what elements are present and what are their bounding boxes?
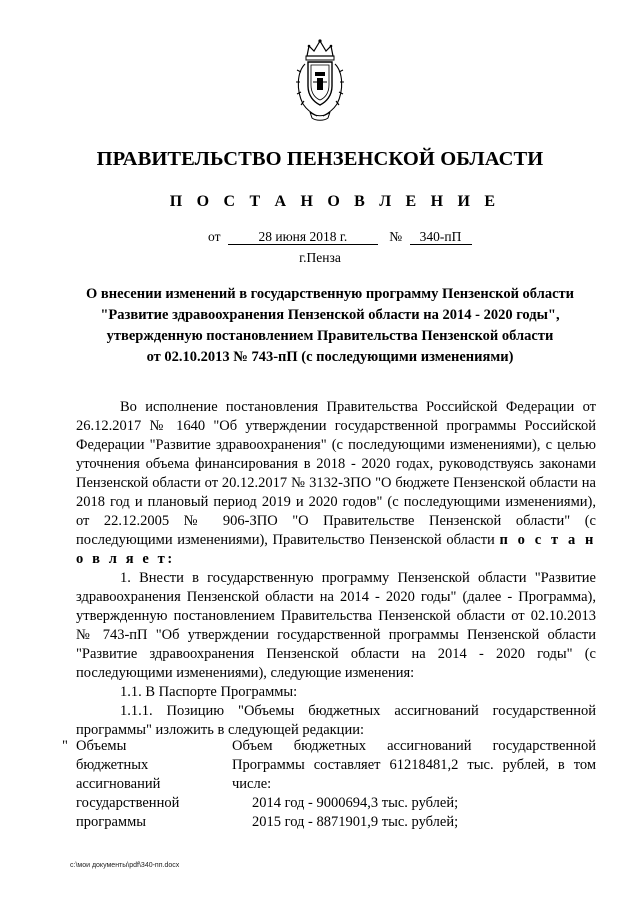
funding-year-line: 2015 год - 8871901,9 тыс. рублей; — [252, 814, 459, 830]
date-prefix: от — [208, 229, 221, 244]
subject-line: О внесении изменений в государственную программу Пензенской области — [85, 286, 574, 302]
position-name-line: Объемы — [76, 738, 127, 754]
position-name-line: программы — [76, 814, 146, 830]
decree-date: 28 июня 2018 г. — [228, 230, 378, 245]
preamble-paragraph — [76, 398, 596, 569]
opening-quote: " — [62, 738, 68, 754]
position-name-line: государственной — [76, 795, 180, 811]
government-title: ПРАВИТЕЛЬСТВО ПЕНЗЕНСКОЙ ОБЛАСТИ — [96, 148, 544, 170]
resolves-word: п о с т а н о в л я е т: — [76, 532, 596, 567]
item-1-1: 1.1. В Паспорте Программы: — [120, 684, 298, 700]
subject-line: "Развитие здравоохранения Пензенской области на 2014 - 2020 годы", — [100, 307, 560, 323]
subject-line: утвержденную постановлением Правительства Пензенской области — [106, 328, 554, 344]
item-1-1-1: 1.1.1. Позицию "Объемы бюджетных ассигнований государственной программы" изложить в следующей редакции: — [76, 703, 596, 738]
item-1: 1. Внести в государственную программу Пензенской области "Развитие здравоохранения Пензенской области на 2014 - 2020 годы" (далее - Программа), утвержденную постановлением Правительства Пензенской области от 02.10.2013 № 743-пП "Об утверждении государственной программы Пензенской области "Развитие здравоохранения Пензенской области на 2014 - 2020 годы" (с последующими изменениями), следующие изменения: — [76, 570, 596, 681]
position-value — [232, 737, 596, 832]
preamble-text: Во исполнение постановления Правительства Российской Федерации от 26.12.2017 № 1640 "Об утверждении государственной программы Российской Федерации "Развитие здравоохранения" (с последующими изменениями), с целью уточнения объема финансирования в 2018 - 2020 годах, руководствуясь законами Пензенской области от 20.12.2017 № 3132-ЗПО "О бюджете Пензенской области на 2018 год и плановый период 2019 и 2020 годов" (с последующими изменениями), от 22.12.2005 № 906-ЗПО "О Правительстве Пензенской области" (с последующими изменениями), Правительство Пензенской области — [76, 399, 596, 548]
document-type: П О С Т А Н О В Л Е Н И Е — [169, 193, 501, 210]
coat-of-arms-emblem — [295, 38, 345, 124]
subject-line: от 02.10.2013 № 743-пП (с последующими изменениями) — [146, 349, 514, 365]
decree-date-number — [208, 229, 488, 245]
city: г.Пенза — [299, 250, 341, 265]
funding-total-text: Объем бюджетных ассигнований государственной Программы составляет 61218481,2 тыс. рублей, в том числе: — [232, 738, 596, 792]
number-prefix: № — [389, 229, 403, 244]
decree-subject — [40, 284, 620, 368]
decree-body — [76, 398, 596, 740]
position-name — [76, 737, 216, 832]
decree-number: 340-пП — [410, 230, 472, 245]
funding-year-line: 2014 год - 9000694,3 тыс. рублей; — [252, 795, 459, 811]
position-name-line: бюджетных — [76, 757, 149, 773]
file-path-footer: c:\мои документы\pdf\340-пп.docx — [70, 862, 180, 869]
position-name-line: ассигнований — [76, 776, 161, 792]
